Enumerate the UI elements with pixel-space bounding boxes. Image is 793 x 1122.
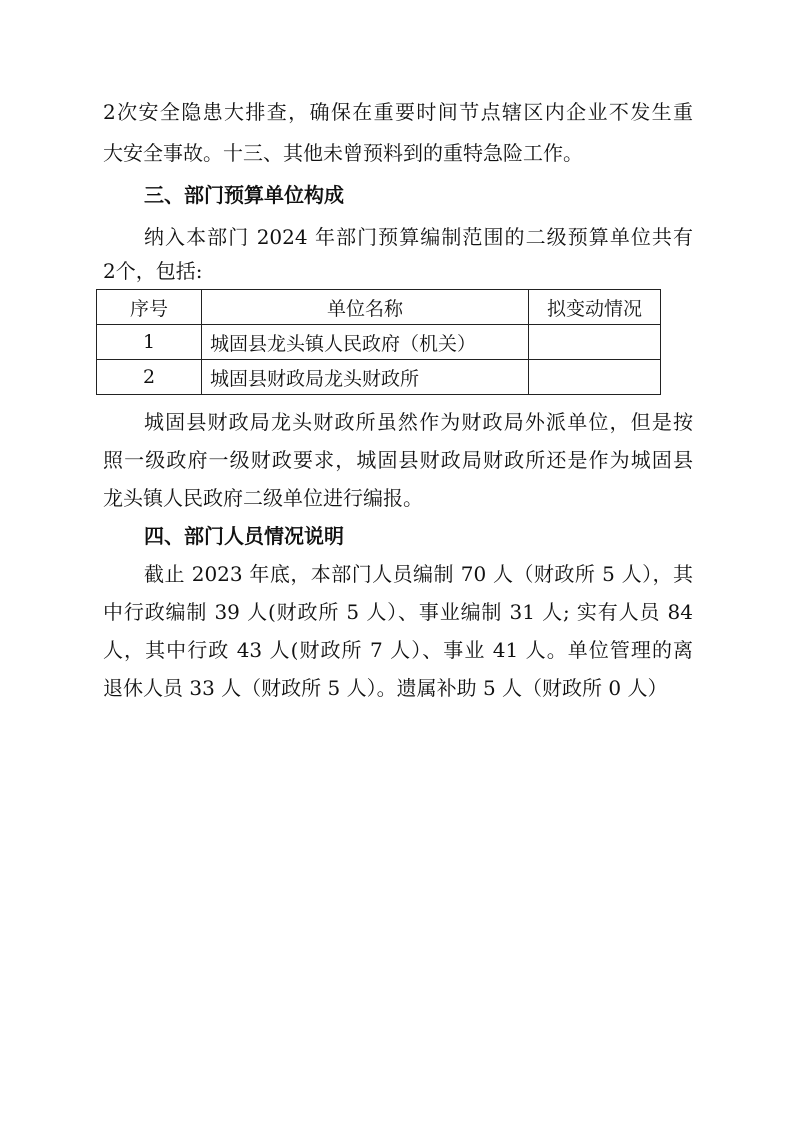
section-3-para2-line-3: 龙头镇人民政府二级单位进行编报。 (103, 486, 423, 510)
row-1-serial: 1 (97, 325, 202, 360)
section-4-heading: 四、部门人员情况说明 (144, 524, 344, 548)
section-4-para-line-1: 截止 2023 年底，本部门人员编制 70 人（财政所 5 人），其 (144, 562, 693, 586)
section-3-heading: 三、部门预算单位构成 (144, 183, 344, 207)
budget-units-table (96, 289, 661, 395)
intro-line-2: 大安全事故。十三、其他未曾预料到的重特急险工作。 (103, 141, 583, 165)
section-4-para-line-3: 人，其中行政 43 人(财政所 7 人）、事业 41 人。单位管理的离 (103, 638, 693, 662)
row-1-unit-name: 城固县龙头镇人民政府（机关） (202, 325, 529, 360)
row-1-change (529, 325, 661, 360)
section-3-para2-line-2: 照一级政府一级财政要求，城固县财政局财政所还是作为城固县 (103, 448, 693, 472)
row-2-change (529, 360, 661, 395)
table-row (97, 325, 661, 360)
section-4-para-line-2: 中行政编制 39 人(财政所 5 人）、事业编制 31 人; 实有人员 84 (103, 600, 693, 624)
section-4-para-line-4: 退休人员 33 人（财政所 5 人）。遗属补助 5 人（财政所 0 人） (103, 676, 668, 700)
section-3-para1-line-2: 2个，包括: (103, 259, 203, 283)
intro-line-1: 2次安全隐患大排查，确保在重要时间节点辖区内企业不发生重 (103, 100, 693, 124)
header-change: 拟变动情况 (529, 290, 661, 325)
header-unit-name: 单位名称 (202, 290, 529, 325)
header-serial: 序号 (97, 290, 202, 325)
table-row (97, 360, 661, 395)
section-3-para1-line-1: 纳入本部门 2024 年部门预算编制范围的二级预算单位共有 (144, 225, 693, 249)
row-2-serial: 2 (97, 360, 202, 395)
row-2-unit-name: 城固县财政局龙头财政所 (202, 360, 529, 395)
table-header-row (97, 290, 661, 325)
section-3-para2-line-1: 城固县财政局龙头财政所虽然作为财政局外派单位，但是按 (144, 410, 693, 434)
